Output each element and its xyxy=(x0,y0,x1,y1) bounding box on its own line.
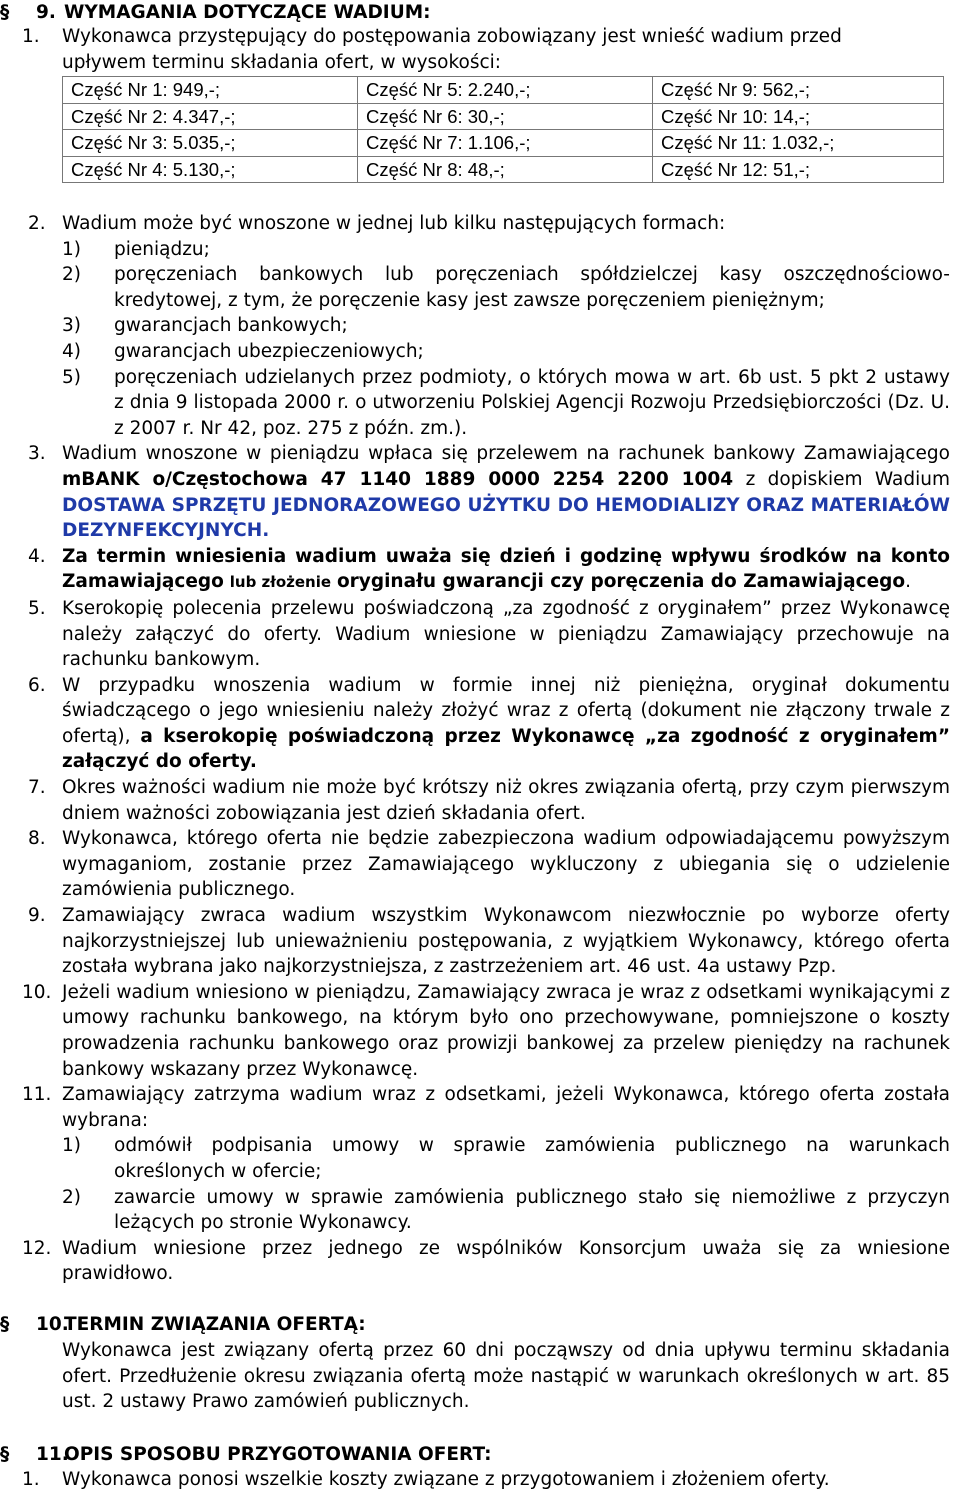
point-3 xyxy=(0,441,950,543)
table-cell: Część Nr 10: 14,-; xyxy=(653,103,944,130)
table-cell: Część Nr 7: 1.106,-; xyxy=(358,130,653,157)
point-text: . xyxy=(905,571,911,593)
item-number: 4) xyxy=(62,340,81,362)
table-cell: Część Nr 5: 2.240,-; xyxy=(358,77,653,104)
section-number: 11. xyxy=(36,1444,69,1465)
point-number: 6. xyxy=(28,674,46,696)
point-text: Zamawiający zwraca wadium wszystkim Wykonawcom niezwłocznie po wyborze oferty najkorzystniejszej lub unieważnieniu postępowania, z wyjątkiem Wykonawcy, którego oferta została wybrana jako najkorzystniejsza, z zastrzeżeniem art. 46 ust. 4a ustawy Pzp. xyxy=(62,905,950,978)
paragraph-symbol: § xyxy=(0,1314,10,1335)
point-number: 12. xyxy=(22,1237,52,1259)
point-text: z dopiskiem Wadium xyxy=(745,468,950,490)
point-text: Wadium wniesione przez jednego ze wspólników Konsorcjum uważa się za wniesione prawidłowo. xyxy=(62,1237,950,1285)
item-text: zawarcie umowy w sprawie zamówienia publicznego stało się niemożliwe z przyczyn leżących po stronie Wykonawcy. xyxy=(114,1186,950,1234)
table-cell: Część Nr 6: 30,-; xyxy=(358,103,653,130)
paragraph-symbol: § xyxy=(0,1444,10,1465)
point-text: Wykonawca przystępujący do postępowania zobowiązany jest wnieść wadium przed upływem terminu składania ofert, w wysokości: xyxy=(62,26,842,73)
point-text: Wadium może być wnoszone w jednej lub kilku następujących formach: xyxy=(62,213,726,234)
table-cell: Część Nr 11: 1.032,-; xyxy=(653,130,944,157)
point-text: Zamawiający zatrzyma wadium wraz z odsetkami, jeżeli Wykonawca, którego oferta została wybrana: xyxy=(62,1084,950,1131)
point-number: 7. xyxy=(28,777,46,799)
section-11-point-1 xyxy=(0,1467,950,1493)
retention-item xyxy=(0,1185,950,1236)
point-number: 4. xyxy=(28,545,46,567)
point-number: 11. xyxy=(22,1084,52,1106)
item-number: 5) xyxy=(62,366,81,388)
item-number: 2) xyxy=(62,1186,81,1208)
section-number: 9. xyxy=(36,2,56,23)
point-text-bold: lub złożenie xyxy=(229,573,332,592)
section-title: WYMAGANIA DOTYCZĄCE WADIUM: xyxy=(64,2,431,23)
section-10-text: Wykonawca jest związany ofertą przez 60 dni począwszy od dnia upływu terminu składania ofert. Przedłużenie okresu związania ofertą może nastąpić w warunkach określonych w art. 85 ust. 2 ustawy Prawo zamówień publicznych. xyxy=(62,1340,950,1413)
point-text: W przypadku wnoszenia wadium w formie innej niż pieniężna, oryginał dokumentu świadczącego o jego wniesieniu należy złożyć wraz z ofertą (dokument nie złączony trwale z ofertą), xyxy=(62,674,950,747)
section-title: OPIS SPOSOBU PRZYGOTOWANIA OFERT: xyxy=(64,1444,492,1465)
point-text: Jeżeli wadium wniesiono w pieniądzu, Zamawiający zwraca je wraz z odsetkami wynikającymi z umowy rachunku bankowego, na którym było ono przechowywane, pomniejszone o koszty prowadzenia rachunku bankowego oraz prowizji bankowej za przelew pieniędzy na rachunek bankowy wskazany przez Wykonawcę. xyxy=(62,981,950,1080)
form-item xyxy=(0,237,950,263)
point-1 xyxy=(0,24,950,75)
item-text: poręczeniach udzielanych przez podmioty, o których mowa w art. 6b ust. 5 pkt 2 ustawy z dnia 9 listopada 2000 r. o utworzeniu Polskiej Agencji Rozwoju Przedsiębiorczości (Dz. U. z 2007 r. Nr 42, poz. 275 z późn. zm.). xyxy=(114,366,950,439)
point-text: Kserokopię polecenia przelewu poświadczoną „za zgodność z oryginałem” przez Wykonawcę należy załączyć do oferty. Wadium wniesione w pieniądzu Zamawiający przechowuje na rachunku bankowym. xyxy=(62,597,950,671)
point-text: Wykonawca, którego oferta nie będzie zabezpieczona wadium odpowiadającemu powyższym wymaganiom, zostanie przez Zamawiającego wykluczony z ubiegania się o udzielenie zamówienia publicznego. xyxy=(62,828,950,901)
table-row xyxy=(63,103,944,130)
item-number: 3) xyxy=(62,315,81,337)
point-11 xyxy=(0,1082,950,1133)
form-item xyxy=(0,313,950,339)
form-item xyxy=(0,365,950,442)
point-text: Wykonawca ponosi wszelkie koszty związane z przygotowaniem i złożeniem oferty. xyxy=(62,1469,830,1490)
point-4 xyxy=(0,544,950,596)
point-5 xyxy=(0,596,950,673)
point-number: 1. xyxy=(22,26,40,47)
point-text-bold: a kserokopię poświadczoną przez Wykonawcę „za zgodność z oryginałem” załączyć do oferty. xyxy=(62,725,950,773)
form-item xyxy=(0,262,950,313)
paragraph-symbol: § xyxy=(0,2,10,23)
point-number: 5. xyxy=(28,597,46,619)
bank-account: mBANK o/Częstochowa 47 1140 1889 0000 2254 2200 1004 xyxy=(62,468,734,490)
table-cell: Część Nr 8: 48,-; xyxy=(358,156,653,183)
item-text: odmówił podpisania umowy w sprawie zamówienia publicznego na warunkach określonych w ofercie; xyxy=(114,1135,950,1182)
table-cell: Część Nr 12: 51,-; xyxy=(653,156,944,183)
point-6 xyxy=(0,673,950,775)
point-text: Wadium wnoszone w pieniądzu wpłaca się przelewem na rachunek bankowy Zamawiającego xyxy=(62,443,950,465)
points-list xyxy=(0,211,950,1287)
form-item xyxy=(0,339,950,365)
point-number: 1. xyxy=(22,1469,40,1490)
section-title: TERMIN ZWIĄZANIA OFERTĄ: xyxy=(64,1314,366,1335)
item-text: pieniądzu; xyxy=(114,238,210,260)
point-12 xyxy=(0,1236,950,1287)
section-10-heading xyxy=(0,1312,366,1338)
point-2 xyxy=(0,211,950,237)
table-row xyxy=(63,156,944,183)
table-cell: Część Nr 2: 4.347,-; xyxy=(63,103,358,130)
point-10 xyxy=(0,980,950,1082)
item-number: 2) xyxy=(62,264,81,286)
point-number: 2. xyxy=(28,213,46,234)
table-row xyxy=(63,77,944,104)
table-cell: Część Nr 3: 5.035,-; xyxy=(63,130,358,157)
point-text: Okres ważności wadium nie może być krótszy niż okres związania ofertą, przy czym pierwszym dniem ważności zobowiązania jest dzień składania ofert. xyxy=(62,777,950,824)
point-9 xyxy=(0,903,950,980)
point-7 xyxy=(0,775,950,826)
table-cell: Część Nr 1: 949,-; xyxy=(63,77,358,104)
point-number: 9. xyxy=(28,905,46,927)
point-text-bold: Za termin wniesienia wadium uważa się dzień i godzinę wpływu środków na konto Zamawiającego xyxy=(62,545,950,593)
point-8 xyxy=(0,826,950,903)
table-cell: Część Nr 9: 562,-; xyxy=(653,77,944,104)
table-row xyxy=(63,130,944,157)
item-number: 1) xyxy=(62,1135,81,1157)
point-text-bold: oryginału gwarancji czy poręczenia do Zamawiającego xyxy=(336,571,906,593)
wadium-parts-table xyxy=(62,76,944,183)
item-text: poręczeniach bankowych lub poręczeniach spółdzielczej kasy oszczędnościowo-kredytowej, z tym, że poręczenie kasy jest zawsze poręczeniem pieniężnym; xyxy=(114,264,950,311)
section-number: 10. xyxy=(36,1314,69,1335)
point-number: 3. xyxy=(28,443,46,465)
item-number: 1) xyxy=(62,238,81,260)
point-number: 10. xyxy=(22,981,52,1003)
retention-item xyxy=(0,1133,950,1184)
point-number: 8. xyxy=(28,828,46,850)
section-11-heading xyxy=(0,1442,491,1468)
section-9-heading xyxy=(0,0,431,26)
table-cell: Część Nr 4: 5.130,-; xyxy=(63,156,358,183)
wadium-title-note: DOSTAWA SPRZĘTU JEDNORAZOWEGO UŻYTKU DO HEMODIALIZY ORAZ MATERIAŁÓW DEZYNFEKCYJNYCH. xyxy=(62,494,950,542)
item-text: gwarancjach ubezpieczeniowych; xyxy=(114,340,424,362)
item-text: gwarancjach bankowych; xyxy=(114,315,348,337)
